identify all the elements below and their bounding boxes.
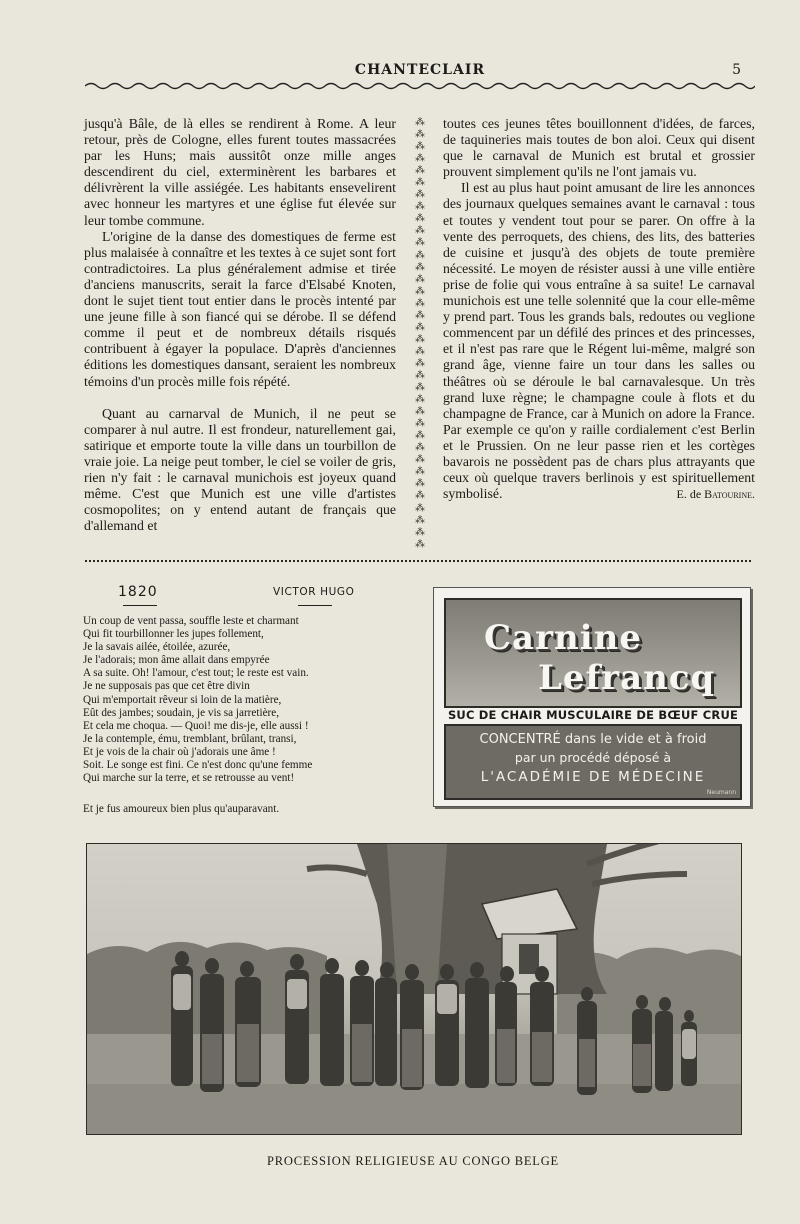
poem-line: Soit. Le songe est fini. Ce n'est donc qu'une femme (83, 759, 313, 772)
article-paragraph: jusqu'à Bâle, de là elles se rendirent à Rome. A leur retour, près de Cologne, elles furent toutes massacrées par les Huns; mais aussitôt onze mille anges descendirent du ciel, exterminèrent les barbares et délivrèrent la ville assiégée. Les habitants ensevelirent avec honneur les martyres et une église fut élevée sur leur tombe commune. (84, 116, 396, 228)
ornament-glyph: ⁂ (415, 129, 425, 141)
ornament-glyph: ⁂ (415, 369, 425, 381)
author-signature: E. de Batourine. (676, 487, 755, 502)
page-number: 5 (732, 62, 741, 78)
ornament-glyph: ⁂ (415, 261, 425, 273)
poem-line: A sa suite. Oh! l'amour, c'est tout; le reste est vain. (83, 667, 309, 680)
poem-author: VICTOR HUGO (273, 586, 355, 598)
poem-header (85, 584, 415, 604)
ornament-glyph: ⁂ (415, 297, 425, 309)
ornament-glyph: ⁂ (415, 454, 425, 466)
ad-artist-signature: Neumann (706, 789, 736, 796)
ornament-glyph: ⁂ (415, 285, 425, 297)
ornament-glyph: ⁂ (415, 514, 425, 526)
ornament-glyph: ⁂ (415, 237, 425, 249)
rule (123, 605, 157, 606)
photo-caption: PROCESSION RELIGIEUSE AU CONGO BELGE (266, 1154, 559, 1168)
ornament-glyph: ⁂ (415, 478, 425, 490)
ornament-glyph: ⁂ (415, 321, 425, 333)
poem-line: Je ne supposais pas que cet être divin (83, 680, 250, 693)
ornament-glyph: ⁂ (415, 418, 425, 430)
ornament-glyph: ⁂ (415, 201, 425, 213)
article-right-column (443, 116, 755, 502)
ornament-glyph: ⁂ (415, 333, 425, 345)
ornament-glyph: ⁂ (415, 442, 425, 454)
ad-tagline: SUC DE CHAIR MUSCULAIRE DE BŒUF CRUE (447, 708, 739, 722)
column-divider-ornament (413, 118, 427, 550)
poem-line: Eût des jambes; soudain, je vis sa jarretière, (83, 706, 280, 719)
ornamental-wave-rule (85, 78, 755, 90)
ornament-glyph: ⁂ (415, 406, 425, 418)
masthead (85, 62, 755, 92)
photo-image (87, 844, 741, 1134)
ornament-glyph: ⁂ (415, 117, 425, 128)
ornament-glyph: ⁂ (415, 189, 425, 201)
ornament-glyph: ⁂ (415, 382, 425, 394)
carnine-advertisement (433, 587, 751, 807)
ad-line: L'ACADÉMIE DE MÉDECINE (480, 769, 706, 785)
ornament-glyph: ⁂ (415, 538, 425, 550)
ornament-glyph: ⁂ (415, 526, 425, 538)
poem-line: Qui fit tourbillonner les jupes follement, (83, 628, 264, 641)
poem-line: Qui m'emportait rêveur si loin de la matière, (83, 693, 282, 706)
article-left-column (84, 116, 396, 534)
ornament-glyph: ⁂ (415, 394, 425, 406)
ad-brand-line: Carnine (484, 618, 642, 658)
ornament-glyph: ⁂ (415, 213, 425, 225)
ornament-glyph: ⁂ (415, 345, 425, 357)
ad-info-panel (444, 724, 742, 800)
ad-line: par un procédé déposé à (514, 750, 672, 765)
article-paragraph (443, 180, 755, 502)
ornament-glyph: ⁂ (415, 165, 425, 177)
ad-brand-line: Lefrancq (538, 658, 716, 698)
ornament-glyph: ⁂ (415, 225, 425, 237)
ornament-glyph: ⁂ (415, 141, 425, 153)
ornament-glyph: ⁂ (415, 309, 425, 321)
ornament-glyph: ⁂ (415, 273, 425, 285)
ornament-glyph: ⁂ (415, 249, 425, 261)
ornament-glyph: ⁂ (415, 177, 425, 189)
poem-line: Un coup de vent passa, souffle leste et charmant (83, 615, 299, 627)
ornament-glyph: ⁂ (415, 490, 425, 502)
poem-year: 1820 (118, 584, 158, 600)
rule (298, 605, 332, 606)
article-paragraph: toutes ces jeunes têtes bouillonnent d'idées, de farces, de taquineries mais toutes de bon aloi. Ceux qui disent que le carnaval de Munich est brutal et grossier prouvent simplement qu'ils ne l'ont jamais vu. (443, 116, 755, 180)
ornament-glyph: ⁂ (415, 430, 425, 442)
magazine-title: CHANTECLAIR (354, 62, 486, 78)
poem-closing-line: Et je fus amoureux bien plus qu'auparavant. (83, 803, 280, 816)
poem-line: Qui marche sur la terre, et se retrousse au vent! (83, 772, 295, 785)
poem-line: Je la contemple, ému, tremblant, brûlant, transi, (83, 732, 297, 745)
poem-line: Et je vois de la chair où j'adorais une âme ! (83, 745, 276, 758)
poem-line: Et cela me choqua. — Quoi! me dis-je, elle aussi ! (83, 719, 309, 732)
poem-line: Je la savais ailée, étoilée, azurée, (83, 641, 231, 654)
ad-brand-panel (444, 598, 742, 708)
procession-photograph (86, 843, 742, 1135)
article-paragraph: L'origine de la danse des domestiques de ferme est plus malaisée à connaître et les textes à ce sujet sont fort contradictoires. La plus généralement admise et tirée d'anciens manuscrits, serait la farce d'Elsabé Knoten, dont le sujet tient tout entier dans le procès intenté par une jeune fille à son fiancé qui se dérobe. Il se défend comme il peut et de nombreux détails risqués contribuent à égayer la populace. D'après d'anciennes éditions les domestiques dansant, seraient les nombreux témoins d'un procès mille fois répété. (84, 228, 396, 389)
section-divider (85, 560, 751, 562)
poem-body (83, 615, 403, 816)
poem-line: Je l'adorais; mon âme allait dans empyrée (83, 654, 270, 667)
ornament-glyph: ⁂ (415, 153, 425, 165)
ornament-glyph: ⁂ (415, 466, 425, 478)
ad-line: CONCENTRÉ dans le vide et à froid (479, 732, 707, 747)
article-paragraph-text: Il est au plus haut point amusant de lire les annonces des journaux quelques semaines avant le carnaval : tous et toutes y vendent tout pour se parer. On offre à la vente des perroquets, des chiens, des lits, des batteries de cuisine et jusqu'à des objets de toute première nécessité. Le moyen de résister aussi à une ville entière prise de folie qui vous entraîne à sa suite! Le carnaval munichois est une telle solennité que la cour elle-même y prend part. Tous les grands bals, redoutes ou veglione commencent par un défilé des princes et des princesses, et il n'est pas rare que le Régent lui-même, malgré son grand âge, vienne faire un tour dans les salles ou théâtres où se déroule le bal carnavalesque. Un très grand luxe règne; le champagne coule à flots et du champagne de France, car à Munich on adore la France. Par exemple ce qu'on y raille cordialement c'est Berlin et le Prussien. On ne leur passe rien et les cortèges bavarois ne possèdent pas de chars plus attrayants que ceux où quelque travers berlinois y est spirituellement symbolisé. (443, 180, 755, 502)
ornament-glyph: ⁂ (415, 502, 425, 514)
ornament-glyph: ⁂ (415, 357, 425, 369)
article-paragraph: Quant au carnarval de Munich, il ne peut se comparer à nul autre. Il est frondeur, naturellement gai, satirique et emporte toute la ville dans un tourbillon de vraie joie. La neige peut tomber, le ciel se voiler de gris, rien n'y fait : le carnaval munichois est joyeux quand même. C'est que Munich est une ville d'artistes cosmopolites; on y entend autant de français que d'allemand et (84, 405, 396, 534)
